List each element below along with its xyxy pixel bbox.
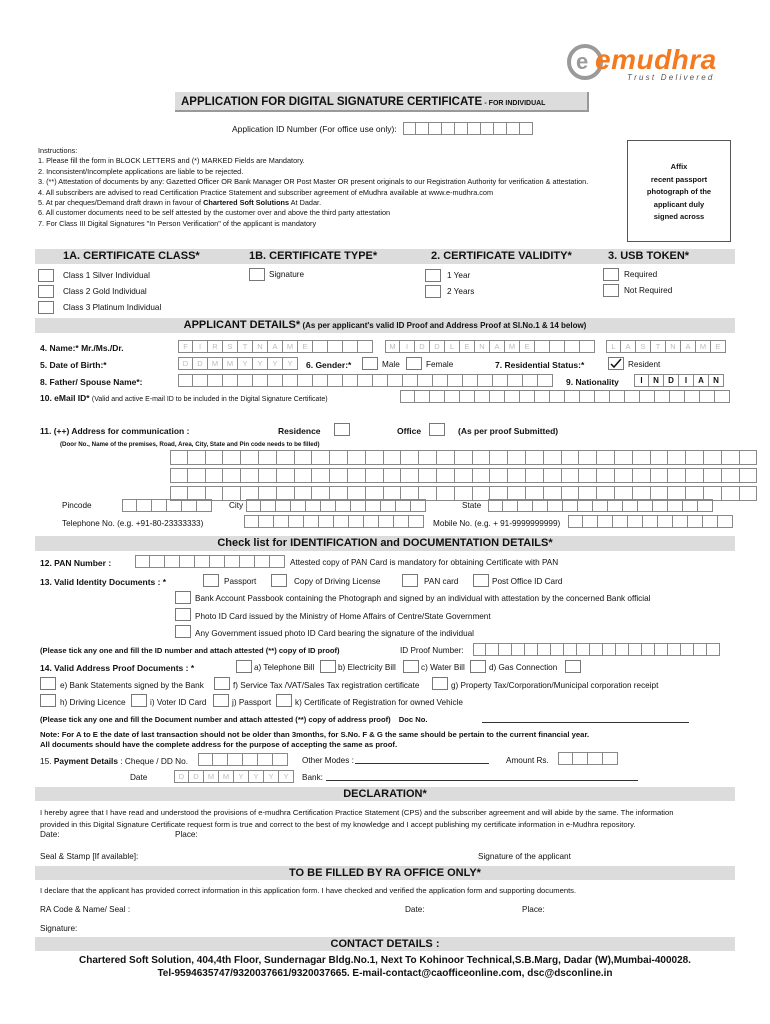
doc-number-line[interactable] — [482, 722, 689, 723]
address-line-2[interactable] — [170, 468, 757, 483]
doc-tick-note: (Please tick any one and fill the Document number and attach attested (**) copy of address proof) Doc No. — [40, 715, 428, 724]
certificate-header-band — [35, 249, 735, 264]
addr-water-checkbox[interactable] — [403, 660, 419, 673]
logo — [565, 40, 735, 85]
addr-electricity-checkbox[interactable] — [320, 660, 336, 673]
header-certificate-class: 1A. CERTIFICATE CLASS* — [63, 250, 200, 262]
dob-boxes[interactable]: D D M M Y Y Y Y — [178, 357, 298, 370]
address-proof-label: 14. Valid Address Proof Documents : * — [40, 663, 195, 673]
father-name-label: 8. Father/ Spouse Name*: — [40, 377, 143, 387]
id-proof-number-boxes[interactable] — [473, 643, 720, 656]
usb-required-checkbox[interactable] — [603, 268, 619, 281]
middle-name-boxes[interactable]: M I D D L E N A M E — [385, 340, 595, 353]
usb-required-label: Required — [624, 270, 658, 279]
address-note: (Door No., Name of the premises, Road, Area, City, State and Pin code needs to be filled) — [60, 441, 320, 448]
dob-label: 5. Date of Birth:* — [40, 360, 107, 370]
applicant-signature-label: Signature of the applicant — [478, 852, 571, 861]
gender-female-label: Female — [426, 360, 454, 369]
contact-heading: CONTACT DETAILS : — [330, 938, 440, 950]
addr-gas-checkbox[interactable] — [470, 660, 486, 673]
id-documents-label: 13. Valid Identity Documents : * — [40, 577, 167, 587]
page-title: APPLICATION FOR DIGITAL SIGNATURE CERTIFICATE — [181, 96, 483, 108]
id-tick-note: (Please tick any one and fill the ID number and attach attested (**) copy of ID proof) — [40, 646, 340, 655]
addr-gas-label: d) Gas Connection — [489, 663, 558, 672]
brand-tagline: T r u s t D e l i v e r e d — [627, 73, 713, 82]
instruction-item: 3. (**) Attestation of documents by any: Gazetted Officer OR Bank Manager OR Post Master OR present originals to our Registration Authority for verification & attestation. — [38, 177, 589, 187]
ra-code-label: RA Code & Name/ Seal : — [40, 905, 131, 914]
cheque-number-boxes[interactable] — [198, 753, 288, 766]
addr-driving-licence-checkbox[interactable] — [40, 694, 56, 707]
nationality-boxes[interactable]: I N D I A N — [634, 374, 724, 387]
id-pan-card-label: PAN card — [424, 577, 459, 586]
telephone-label: Telephone No. (e.g. +91-80-23333333) — [62, 519, 204, 528]
validity-2years-checkbox[interactable] — [425, 285, 441, 298]
ra-signature-label: Signature: — [40, 924, 78, 933]
father-name-boxes[interactable] — [178, 374, 553, 387]
note-line-2: All documents should have the complete address for the purpose of accepting the same as proof. — [40, 740, 398, 749]
name-label: 4. Name:* Mr./Ms./Dr. — [40, 343, 124, 353]
class3-label: Class 3 Platinum Individual — [63, 303, 162, 312]
addr-telephone-checkbox[interactable] — [236, 660, 252, 673]
instruction-item: 4. All subscribers are advised to read Certification Practice Statement and subscriber agreement of eMudhra available at www.e-mudhra.com — [38, 187, 494, 197]
city-boxes[interactable] — [246, 499, 426, 512]
declaration-heading: DECLARATION* — [343, 788, 427, 800]
declaration-text-1: I hereby agree that I have read and understood the provisions of e-mudhra Certification Practice Statement (CPS) and the subscriber agreement and will abide by the same. The information — [40, 808, 674, 817]
instruction-item: 1. Please fill the form in BLOCK LETTERS and (*) MARKED Fields are Mandatory. — [38, 156, 305, 166]
id-bank-passbook-label: Bank Account Passbook containing the Photograph and signed by an individual with attestation by the concerned Bank official — [195, 594, 651, 603]
addr-gas-extra-checkbox[interactable] — [565, 660, 581, 673]
applicant-details-note: (As per applicant's valid ID Proof and Address Proof at Sl.No.1 & 14 below) — [302, 321, 587, 330]
other-modes-line[interactable] — [355, 763, 489, 764]
residence-checkbox[interactable] — [334, 423, 350, 436]
addr-voter-id-checkbox[interactable] — [131, 694, 147, 707]
address-label: 11. (++) Address for communication : — [40, 426, 190, 436]
class1-checkbox[interactable] — [38, 269, 54, 282]
declaration-text-2: provided in this Digital Signature Certificate request form is true and correct to the best of my knowledge and I accept publishing my certificate information in e-Mudhra repository. — [40, 820, 636, 829]
checkmark-icon — [609, 358, 623, 369]
addr-driving-licence-label: h) Driving Licence — [60, 698, 126, 707]
resident-checkbox[interactable] — [608, 357, 624, 370]
amount-label: Amount Rs. — [506, 756, 549, 765]
id-proof-number-label: ID Proof Number: — [400, 646, 464, 655]
pan-boxes[interactable] — [135, 555, 285, 568]
instruction-item: 5. At par cheques/Demand draft drawn in favour of Chartered Soft Solutions At Dadar. — [38, 198, 322, 208]
id-driving-license-checkbox[interactable] — [271, 574, 287, 587]
applicant-details-heading: APPLICANT DETAILS* — [183, 319, 301, 331]
residential-status-label: 7. Residential Status:* — [495, 360, 585, 370]
office-checkbox[interactable] — [429, 423, 445, 436]
photo-box: Affix recent passport photograph of the applicant duly signed across — [627, 140, 731, 242]
office-label: Office — [397, 426, 422, 436]
gender-label: 6. Gender:* — [306, 360, 352, 370]
instruction-item: 6. All customer documents need to be self attested by the customer over and above the third party attestation — [38, 208, 391, 218]
state-boxes[interactable] — [488, 499, 713, 512]
gender-male-checkbox[interactable] — [362, 357, 378, 370]
bank-line[interactable] — [326, 780, 638, 781]
ra-date-label: Date: — [405, 905, 425, 914]
email-label: 10. eMail ID* (Valid and active E-mail ID to be included in the Digital Signature Certificate) — [40, 393, 328, 403]
id-bank-passbook-checkbox[interactable] — [175, 591, 191, 604]
as-per-proof-label: (As per proof Submitted) — [458, 426, 559, 436]
payment-date-boxes[interactable]: D D M M Y Y Y Y — [174, 770, 294, 783]
declaration-date-label: Date: — [40, 830, 60, 839]
ra-office-text: I declare that the applicant has provided correct information in this application form. I have checked and verified the application form and supporting documents. — [40, 886, 577, 895]
other-modes-label: Other Modes : — [302, 756, 354, 765]
instructions-heading: Instructions: — [38, 146, 78, 155]
nationality-label: 9. Nationality — [566, 377, 619, 387]
amount-boxes[interactable] — [558, 752, 618, 765]
id-govt-card-checkbox[interactable] — [175, 625, 191, 638]
validity-1year-checkbox[interactable] — [425, 269, 441, 282]
mobile-label: Mobile No. (e.g. + 91-9999999999) — [433, 519, 561, 528]
pincode-label: Pincode — [62, 501, 92, 510]
addr-property-tax-checkbox[interactable] — [432, 677, 448, 690]
signature-type-checkbox[interactable] — [249, 268, 265, 281]
addr-service-tax-checkbox[interactable] — [214, 677, 230, 690]
checklist-band — [35, 536, 735, 551]
mobile-boxes[interactable] — [568, 515, 733, 528]
id-post-office-checkbox[interactable] — [473, 574, 489, 587]
instruction-item: 2. Inconsistent/Incomplete applications are liable to be rejected. — [38, 166, 244, 176]
page-subtitle: - FOR INDIVIDUAL — [484, 100, 546, 107]
addr-bank-statement-checkbox[interactable] — [40, 677, 56, 690]
seal-stamp-label: Seal & Stamp [If available]: — [40, 852, 139, 861]
resident-label: Resident — [628, 360, 661, 369]
addr-passport-checkbox[interactable] — [213, 694, 229, 707]
contact-phone-email: Tel-9594635747/9320037661/9320037665. E-mail-contact@caofficeonline.com, dsc@dsconline.in — [157, 968, 613, 979]
state-label: State — [462, 501, 482, 510]
telephone-boxes[interactable] — [244, 515, 424, 528]
residence-label: Residence — [278, 426, 321, 436]
address-line-1[interactable] — [170, 450, 757, 465]
class3-checkbox[interactable] — [38, 301, 54, 314]
id-pan-card-checkbox[interactable] — [402, 574, 418, 587]
title-banner — [175, 92, 589, 112]
class2-label: Class 2 Gold Individual — [63, 287, 147, 296]
city-label: City — [229, 501, 244, 510]
gender-female-checkbox[interactable] — [406, 357, 422, 370]
instruction-item: 7. For Class III Digital Signatures "In Person Verification" of the applicant is mandatory — [38, 218, 317, 228]
checklist-heading: Check list for IDENTIFICATION and DOCUMENTATION DETAILS* — [217, 537, 553, 549]
signature-type-label: Signature — [269, 270, 305, 279]
ra-place-label: Place: — [522, 905, 545, 914]
contact-band — [35, 937, 735, 951]
addr-vehicle-checkbox[interactable] — [276, 694, 292, 707]
contact-address: Chartered Soft Solution, 404,4th Floor, Sundernagar Bldg.No.1, Next To Kohinoor Technical,S.B.Marg, Dadar (W),Mumbai-400028. — [79, 955, 691, 966]
pan-label: 12. PAN Number : — [40, 558, 112, 568]
applicant-details-band — [35, 318, 735, 333]
addr-property-tax-label: g) Property Tax/Corporation/Municipal corporation receipt — [451, 681, 659, 690]
svg-text:e: e — [576, 49, 589, 74]
application-id-boxes[interactable] — [403, 122, 533, 135]
usb-not-required-checkbox[interactable] — [603, 284, 619, 297]
addr-telephone-label: a) Telephone Bill — [254, 663, 315, 672]
addr-vehicle-label: k) Certificate of Registration for owned Vehicle — [295, 698, 463, 707]
addr-voter-id-label: i) Voter ID Card — [150, 698, 207, 707]
email-boxes[interactable] — [400, 390, 730, 403]
class1-label: Class 1 Silver Individual — [63, 271, 150, 280]
id-driving-license-label: Copy of Driving License — [294, 577, 381, 586]
validity-1year-label: 1 Year — [447, 271, 471, 280]
id-mha-card-label: Photo ID Card issued by the Ministry of Home Affairs of Centre/State Government — [195, 612, 491, 621]
gender-male-label: Male — [382, 360, 400, 369]
id-govt-card-label: Any Government issued photo ID Card bearing the signature of the individual — [195, 629, 474, 638]
id-mha-card-checkbox[interactable] — [175, 608, 191, 621]
declaration-band — [35, 787, 735, 801]
instructions — [38, 146, 588, 229]
first-name-boxes[interactable]: F I R S T N A M E — [178, 340, 373, 353]
class2-checkbox[interactable] — [38, 285, 54, 298]
brand-name: emudhra — [595, 44, 717, 75]
header-certificate-validity: 2. CERTIFICATE VALIDITY* — [431, 250, 572, 262]
ra-office-heading: TO BE FILLED BY RA OFFICE ONLY* — [289, 867, 481, 879]
id-passport-checkbox[interactable] — [203, 574, 219, 587]
addr-water-label: c) Water Bill — [421, 663, 465, 672]
note-line-1: Note: For A to E the date of last transaction should not be older than 3months, for S.No. F & G the same should be pertain to the current financial year. — [40, 730, 590, 739]
usb-not-required-label: Not Required — [624, 286, 673, 295]
validity-2years-label: 2 Years — [447, 287, 475, 296]
addr-service-tax-label: f) Service Tax /VAT/Sales Tax registration certificate — [233, 681, 420, 690]
header-usb-token: 3. USB TOKEN* — [608, 250, 690, 262]
payment-label: 15. Payment Details : Cheque / DD No. — [40, 756, 189, 766]
addr-bank-statement-label: e) Bank Statements signed by the Bank — [60, 681, 204, 690]
id-passport-label: Passport — [224, 577, 257, 586]
header-certificate-type: 1B. CERTIFICATE TYPE* — [249, 250, 378, 262]
last-name-boxes[interactable]: L A S T N A M E — [606, 340, 726, 353]
addr-electricity-label: b) Electricity Bill — [338, 663, 396, 672]
id-post-office-label: Post Office ID Card — [492, 577, 563, 586]
pan-note: Attested copy of PAN Card is mandatory for obtaining Certificate with PAN — [290, 558, 559, 567]
payment-date-label: Date — [130, 773, 148, 782]
ra-office-band — [35, 866, 735, 880]
declaration-place-label: Place: — [175, 830, 198, 839]
bank-label: Bank: — [302, 773, 323, 782]
pincode-boxes[interactable] — [122, 499, 212, 512]
addr-passport-label: j) Passport — [232, 698, 272, 707]
application-id-label: Application ID Number (For office use only): — [232, 124, 397, 134]
